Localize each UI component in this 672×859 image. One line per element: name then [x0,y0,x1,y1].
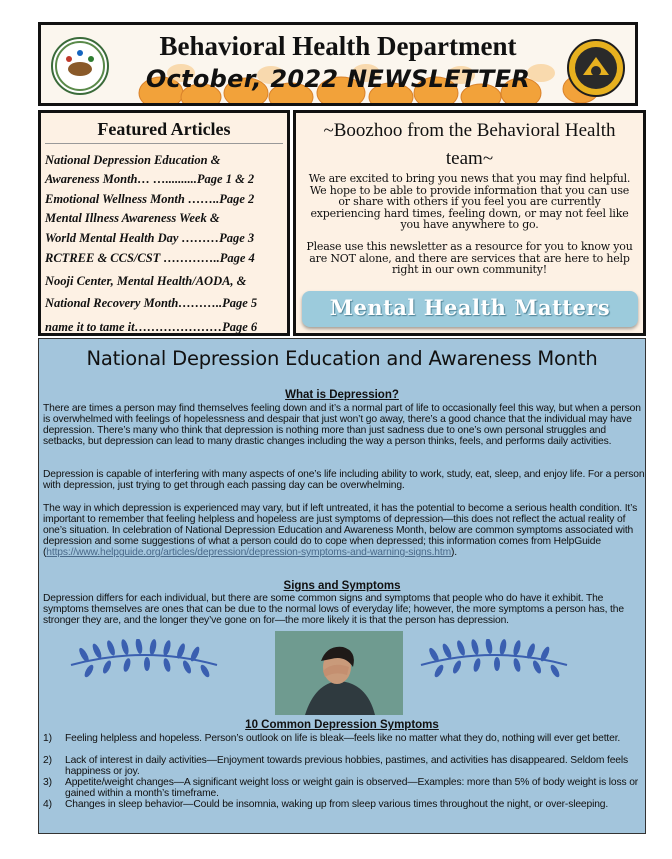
newsletter-header [38,22,638,106]
article-paragraph: Depression is capable of interfering with many aspects of one’s life including ability to work, study, eat, sleep, and enjoy life. For a person with depression, just trying to get through each passing day can be overwhelming. [43,469,645,491]
article-paragraph [43,503,645,558]
boozhoo-title: ~Boozhoo from the Behavioral Health team~ [323,120,616,169]
newsletter-subtitle: October, 2022 NEWSLETTER [145,65,531,93]
symptom-item [43,799,643,810]
article-title: National Depression Education and Awareness Month [86,347,598,370]
fern-decoration-icon [419,639,569,683]
fern-decoration-icon [69,639,219,683]
featured-article-link[interactable]: RCTREE & CCS/CST …………..Page 4 [45,251,255,265]
common-symptoms-heading: 10 Common Depression Symptoms [245,719,439,731]
symptom-item [43,755,643,777]
featured-articles-box [38,110,290,336]
what-is-depression-heading: What is Depression? [285,389,399,401]
featured-articles-title: Featured Articles [97,119,231,139]
symptom-number: 4) [43,799,52,810]
symptom-text: Appetite/weight changes—A significant weight loss or weight gain is observed—Examples: more than 5% of body weight is loss or gained within a month’s timeframe. [65,777,639,799]
featured-article-link[interactable]: World Mental Health Day ………Page 3 [45,231,255,245]
featured-article-link[interactable]: National Depression Education & [45,153,221,167]
banner-text: Mental Health Matters [329,295,611,320]
featured-article-link[interactable]: Emotional Wellness Month ……..Page 2 [45,192,255,206]
article-paragraph: Depression differs for each individual, but there are some common signs and symptoms that people who do have it exhibit. The symptoms themselves are ones that can be due to the normal lows of everyday life; however, the more symptoms a person has, the stronger they are, and the longer they’ve gone on for—the more likely it is that the person has depression. [43,593,624,626]
featured-article-link[interactable]: Awareness Month… …..........Page 1 & 2 [45,172,255,186]
symptom-number: 2) [43,755,52,766]
helpguide-link[interactable]: https://www.helpguide.org/articles/depression/depression-symptoms-and-warning-signs.htm [46,547,452,558]
boozhoo-box [293,110,646,336]
symptom-item [43,733,643,744]
article-paragraph: There are times a person may find themselves feeling down and it’s a normal part of life to occasionally feel this way, but when a person is overwhelmed with feelings of hopelessness and despair that just won’t go away, there’s a good chance that the individual may have depression. There’s many who think that depression is nothing more than just sadness due to one’s own personal struggles and setbacks, but depression can lead to many drastic changes including the way a person thinks, feels, and performs daily activities. [43,403,641,447]
mental-health-matters-banner [302,291,638,327]
department-emblem-icon [567,39,625,97]
article-paragraph-end: ). [451,547,458,558]
featured-article-link[interactable]: Nooji Center, Mental Health/AODA, & [45,274,247,288]
boozhoo-resource-text: Please use this newsletter as a resource for you to know you are NOT alone, and there are services that are here to help right in our own community! [306,240,633,277]
depressed-person-image [275,631,403,715]
symptom-item [43,777,643,799]
symptom-number: 1) [43,733,52,744]
symptom-text: Feeling helpless and hopeless. Person’s outlook on life is bleak—feels like no matter what they do, nothing will ever get better. [65,733,621,744]
featured-article-link[interactable]: Mental Illness Awareness Week & [45,211,220,225]
symptom-text: Changes in sleep behavior—Could be insomnia, waking up from sleep various times throughout the night, or over-sleeping. [65,799,609,810]
department-title: Behavioral Health Department [159,31,517,61]
symptom-text: Lack of interest in daily activities—Enjoyment towards previous hobbies, pastimes, and activities has disappeared. Seldom feels happiness or joy. [65,755,629,777]
divider [45,143,283,144]
main-article [38,338,646,834]
signs-and-symptoms-heading: Signs and Symptoms [283,580,401,592]
symptom-number: 3) [43,777,52,788]
article-paragraph-text: The way in which depression is experienced may vary, but if left untreated, it has the potential to become a serious health condition. It’s important to remember that feeling helpless and hopeless are just symptoms of depression—this does not reflect the actual reality of one’s situation. In celebration of National Depression Education and Awareness Month, below are common symptoms associated with depression and some suggestions of what a person could do to cope when depressed; this information comes from HelpGuide ( [43,503,638,558]
boozhoo-intro-text: We are excited to bring you news that you may find helpful. We hope to be able to provide information that you can use or share with others if you feel you are currently experiencing hard times, feeling down, or may not feel like you have anywhere to go. [308,172,631,232]
featured-article-link[interactable]: National Recovery Month………..Page 5 [45,296,258,310]
featured-article-link[interactable]: name it to tame it…………………Page 6 [45,320,258,334]
